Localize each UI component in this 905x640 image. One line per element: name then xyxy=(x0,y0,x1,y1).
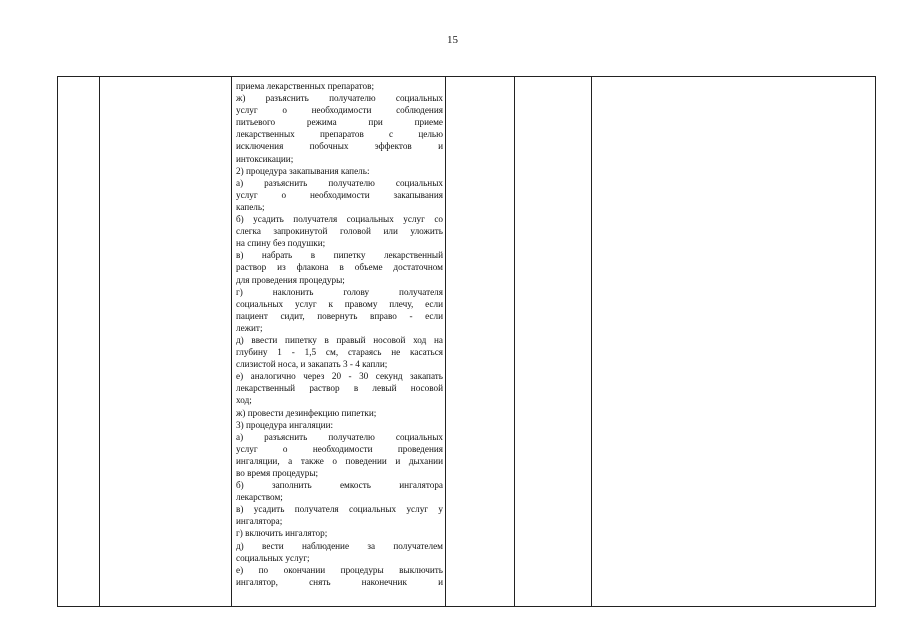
text-line: социальных услуг к правому плечу, если xyxy=(236,298,443,309)
text-line: а) разъяснить получателю социальных xyxy=(236,177,443,188)
text-line: б) усадить получателя социальных услуг со xyxy=(236,214,443,225)
text-line: интоксикации; xyxy=(236,153,294,164)
text-line: а) разъяснить получателю социальных xyxy=(236,431,443,442)
column-divider xyxy=(99,77,100,606)
text-line: б) заполнить емкость ингалятора xyxy=(236,480,443,491)
column-divider xyxy=(591,77,592,606)
text-line: д) вести наблюдение за получателем xyxy=(236,540,443,551)
text-line: приема лекарственных препаратов; xyxy=(236,81,375,91)
text-line: лекарством; xyxy=(236,492,283,503)
text-line: социальных услуг; xyxy=(236,552,310,563)
text-line: 2) процедура закапывания капель: xyxy=(236,165,370,176)
text-line: слизистой носа, и закапать 3 - 4 капли; xyxy=(236,359,388,370)
text-line: во время процедуры; xyxy=(236,468,319,478)
text-line: 3) процедура ингаляции: xyxy=(236,419,334,430)
text-line: ж) разъяснить получателю социальных xyxy=(236,93,443,104)
text-line: в) усадить получателя социальных услуг у xyxy=(236,504,443,515)
text-line: г) наклонить голову получателя xyxy=(236,286,443,297)
text-line: на спину без подушки; xyxy=(236,238,326,249)
text-line: капель; xyxy=(236,201,265,212)
text-line: глубину 1 - 1,5 см, стараясь не касаться xyxy=(236,347,443,358)
text-line: лекарственный раствор в левый носовой xyxy=(236,383,443,394)
text-line: лежит; xyxy=(236,322,263,333)
text-line: ж) провести дезинфекцию пипетки; xyxy=(236,407,377,418)
page-number: 15 xyxy=(447,34,458,46)
text-line: услуг о необходимости соблюдения xyxy=(236,105,443,116)
text-line: ингалятор, снять наконечник и xyxy=(236,576,443,587)
column-divider xyxy=(445,77,446,606)
text-line: ингаляции, а также о поведении и дыхании xyxy=(236,455,443,466)
text-line: услуг о необходимости проведения xyxy=(236,443,443,454)
text-line: лекарственных препаратов с целью xyxy=(236,129,443,140)
text-line: для проведения процедуры; xyxy=(236,274,345,285)
text-line: исключения побочных эффектов и xyxy=(236,141,443,152)
text-line: пациент сидит, повернуть вправо - если xyxy=(236,310,443,321)
services-table xyxy=(57,76,876,607)
column-divider xyxy=(514,77,515,606)
text-line: г) включить ингалятор; xyxy=(236,528,328,539)
text-line: слегка запрокинутой головой или уложить xyxy=(236,226,443,237)
text-line: ход; xyxy=(236,395,252,406)
text-line: услуг о необходимости закапывания xyxy=(236,189,443,200)
text-line: раствор из флакона в объеме достаточном xyxy=(236,262,443,273)
text-line: д) ввести пипетку в правый носовой ход на xyxy=(236,334,443,345)
text-line: в) набрать в пипетку лекарственный xyxy=(236,250,443,261)
text-line: питьевого режима при приеме xyxy=(236,117,443,128)
column-divider xyxy=(231,77,232,606)
text-line: ингалятора; xyxy=(236,516,283,527)
procedure-description-cell xyxy=(236,80,443,588)
text-line: е) аналогично через 20 - 30 секунд закапать xyxy=(236,371,443,382)
text-line: е) по окончании процедуры выключить xyxy=(236,564,443,575)
